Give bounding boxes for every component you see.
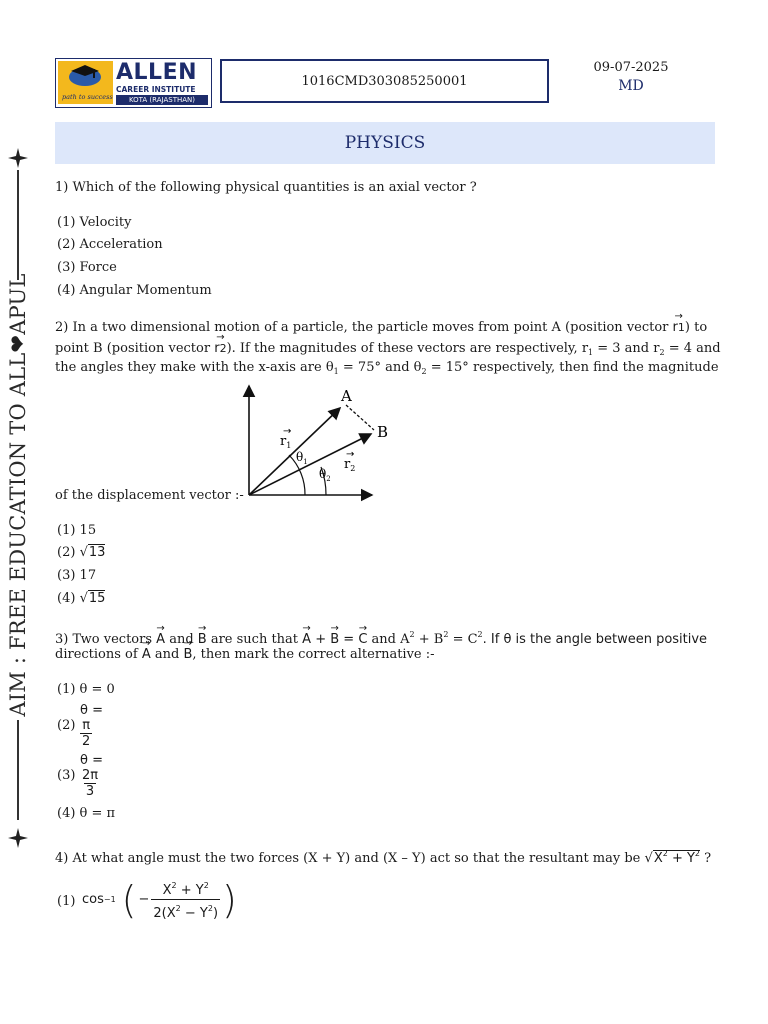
displacement-line [346, 405, 374, 430]
star-icon [8, 828, 28, 848]
r1-vector: → r1 [673, 318, 685, 338]
paper-date: 09-07-2025 [593, 60, 669, 75]
label-r2: $r_2$ [344, 457, 356, 473]
question-2-option: (3) 17 [57, 568, 97, 583]
question-2-line: of the displacement vector :- [55, 488, 244, 503]
arrow-r2: → [346, 449, 355, 460]
divider [17, 720, 19, 820]
question-1-option: (2) Acceleration [57, 237, 163, 252]
question-3-option: (3) [57, 768, 76, 783]
label-a: A [341, 387, 352, 405]
arrow-r1: → [283, 426, 292, 437]
question-2-option: (4) √15 [57, 591, 106, 606]
allen-logo [55, 58, 212, 108]
question-4-option: (1) [57, 894, 76, 909]
question-2-option: (2) √13 [57, 545, 106, 560]
divider [17, 170, 19, 280]
question-1-option: (4) Angular Momentum [57, 283, 212, 298]
label-theta2: $\theta_2$ [319, 467, 331, 483]
label-r1: $r_1$ [280, 434, 292, 450]
paper-stream: MD [618, 78, 644, 94]
sidebar-slogan [0, 140, 36, 850]
graduation-cap-icon [58, 61, 113, 91]
question-1-option: (1) Velocity [57, 215, 132, 230]
slogan-text: AIM : FREE EDUCATION TO ALL❤APUL [6, 273, 30, 717]
logo-brand: ALLEN [116, 60, 198, 85]
label-theta1: $\theta_1$ [296, 450, 308, 466]
question-3-option: (1) θ = 0 [57, 682, 115, 697]
question-2-line: point B (position vector → r2). If the magnitudes of these vectors are respectively, $r_1 = 3$ and $r_2 = 4$ and [55, 339, 721, 363]
logo-subtitle: CAREER INSTITUTE [116, 85, 196, 94]
question-3-option: (2) [57, 718, 76, 733]
question-3-option: (4) θ = π [57, 806, 116, 821]
logo-emblem [58, 61, 113, 104]
heart-icon: ❤ [6, 334, 30, 353]
subject-heading: PHYSICS [55, 122, 715, 164]
logo-tagline: path to success [62, 93, 113, 101]
question-3-option-2-math: θ = $\frac{\pi}{2}$ [80, 703, 103, 749]
question-2-line: the angles they make with the x-axis are $\theta_1 = 75^\circ$ and $\theta_2 = 15^\circ$ respectively, then find the magnitude [55, 360, 719, 376]
question-3-line: 3) Two vectors → A and → B are such that → A + → B = → C and $A^2 + B^2 = C^2$. If θ is the angle between positive [55, 625, 707, 650]
star-icon [8, 148, 28, 168]
label-b: B [377, 423, 388, 441]
question-3-option-3-math: θ = $\frac{2\pi}{3}$ [80, 753, 103, 799]
logo-city: KOTA (RAJASTHAN) [116, 95, 208, 105]
question-3-line: directions of → A and → B, then mark the correct alternative :- [55, 645, 435, 665]
question-1-option: (3) Force [57, 260, 117, 275]
vector-diagram [238, 380, 388, 505]
r2-vector: → r2 [214, 339, 226, 359]
question-2-option: (1) 15 [57, 523, 97, 538]
question-4-option-1-math: cos −1 ( − $\frac{X^2 + Y^2}{2(X^2 - Y^2)}$ ) [82, 877, 237, 922]
question-2-line: 2) In a two dimensional motion of a particle, the particle moves from point A (position vector → r1) to [55, 318, 707, 338]
question-1-text: 1) Which of the following physical quantities is an axial vector ? [55, 180, 477, 195]
paper-code: 1016CMD303085250001 [220, 59, 549, 103]
question-4-text: 4) At what angle must the two forces (X + Y) and (X – Y) act so that the resultant may be $√X^2 + Y^2$ ? [55, 849, 712, 866]
